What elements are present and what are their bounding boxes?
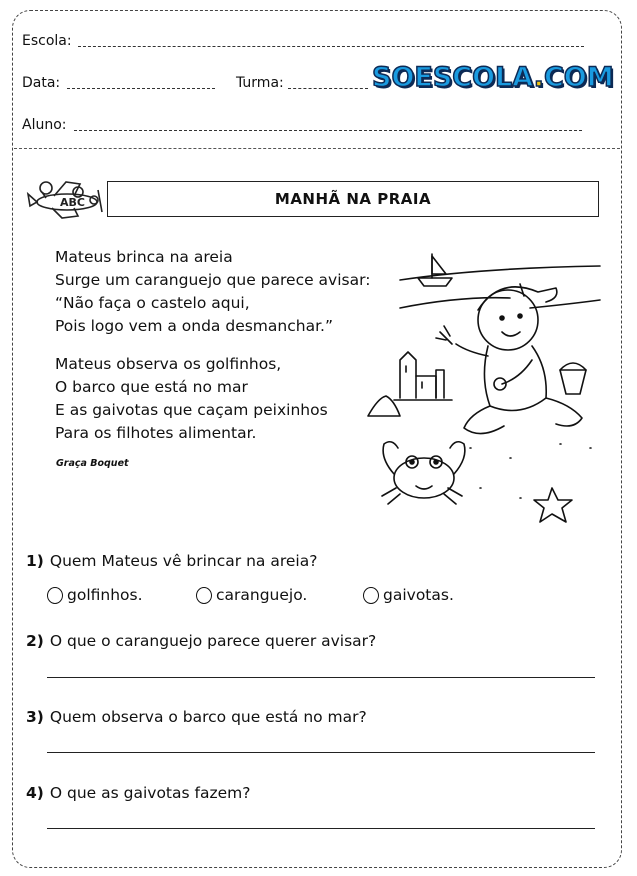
date-field[interactable] (67, 88, 215, 89)
student-field[interactable] (74, 130, 582, 131)
poem-line: Pois logo vem a onda desmanchar.” (55, 317, 333, 335)
option-golfinhos[interactable]: golfinhos. (47, 586, 143, 604)
radio-circle-icon[interactable] (47, 587, 63, 604)
question-number: 1) (26, 552, 44, 570)
question-4 (26, 784, 250, 802)
header-divider (14, 148, 620, 149)
airplane-icon (22, 172, 114, 222)
svg-text:ABC: ABC (60, 196, 85, 209)
poem-line: Surge um caranguejo que parece avisar: (55, 271, 371, 289)
class-field[interactable] (288, 88, 368, 89)
poem-line: “Não faça o castelo aqui, (55, 294, 250, 312)
answer-line[interactable] (47, 828, 595, 829)
question-text: O que o caranguejo parece querer avisar? (49, 632, 377, 650)
school-label: Escola: (22, 33, 72, 49)
question-2 (26, 632, 376, 650)
question-text: O que as gaivotas fazem? (49, 784, 251, 802)
soescola-logo: SOESCOLA.COM (372, 62, 614, 93)
option-caranguejo[interactable]: caranguejo. (196, 586, 307, 604)
page-title: MANHÃ NA PRAIA (274, 190, 432, 208)
question-1 (26, 552, 317, 570)
poem-line: Mateus brinca na areia (55, 248, 233, 266)
question-number: 4) (26, 784, 44, 802)
school-field[interactable] (78, 46, 584, 47)
option-gaivotas[interactable]: gaivotas. (363, 586, 454, 604)
class-label: Turma: (236, 75, 284, 91)
poem-line: Para os filhotes alimentar. (55, 424, 257, 442)
answer-line[interactable] (47, 752, 595, 753)
question-number: 3) (26, 708, 44, 726)
radio-circle-icon[interactable] (363, 587, 379, 604)
title-banner (107, 181, 599, 217)
question-text: Quem observa o barco que está no mar? (49, 708, 367, 726)
question-3 (26, 708, 367, 726)
answer-line[interactable] (47, 677, 595, 678)
poem-line: O barco que está no mar (55, 378, 248, 396)
student-label: Aluno: (22, 117, 67, 133)
poem-line: Mateus observa os golfinhos, (55, 355, 282, 373)
poem-author: Graça Boquet (56, 458, 129, 469)
beach-illustration (360, 248, 605, 528)
question-text: Quem Mateus vê brincar na areia? (49, 552, 318, 570)
poem-line: E as gaivotas que caçam peixinhos (55, 401, 328, 419)
radio-circle-icon[interactable] (196, 587, 212, 604)
question-number: 2) (26, 632, 44, 650)
date-label: Data: (22, 75, 61, 91)
